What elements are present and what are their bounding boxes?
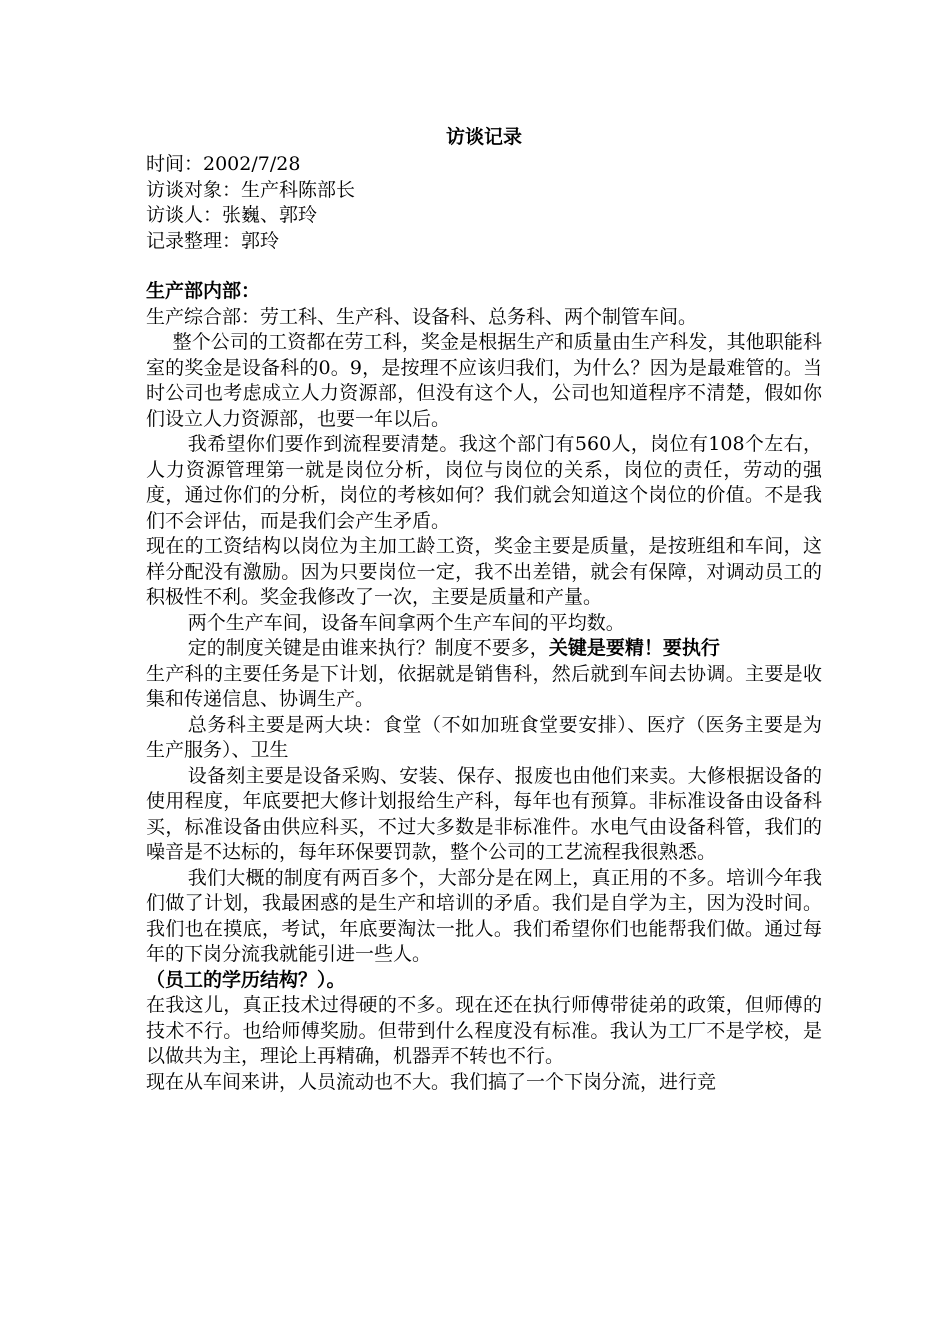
paragraph-training: 我们大概的制度有两百多个，大部分是在网上，真正用的不多。培训今年我们做了计划，我最困惑的是生产和培训的矛盾。我们是自学为主，因为没时间。我们也在摸底，考试，年底要淘汰一批人。我们希望你们也能帮我们做。通过每年的下岗分流我就能引进一些人。 — [146, 866, 822, 965]
paragraph-workshops: 两个生产车间，设备车间拿两个生产车间的平均数。 — [187, 611, 625, 634]
paragraph-rules-text: 定的制度关键是由谁来执行？制度不要多， — [187, 637, 549, 659]
document-page — [146, 122, 822, 1095]
paragraph-rules — [146, 636, 822, 662]
section-heading: 生产部内部： — [146, 280, 261, 302]
meta-interviewer: 访谈人：张巍、郭玲 — [146, 204, 318, 226]
paragraph-departments: 生产综合部：劳工科、生产科、设备科、总务科、两个制管车间。 — [146, 305, 698, 328]
paragraph-education-question: （员工的学历结构？）。 — [146, 968, 346, 991]
meta-interviewee: 访谈对象：生产科陈部长 — [146, 178, 356, 201]
document-title: 访谈记录 — [445, 126, 522, 148]
meta-time: 时间：2002/7/28 — [146, 153, 301, 175]
meta-recorder: 记录整理：郭玲 — [146, 229, 280, 252]
interview-meta — [146, 152, 822, 254]
paragraph-process: 我希望你们要作到流程要清楚。我这个部门有560人，岗位有108个左右，人力资源管理第一就是岗位分析，岗位与岗位的关系，岗位的责任，劳动的强度，通过你们的分析，岗位的考核如何？我们就会知道这个岗位的价值。不是我们不会评估，而是我们会产生矛盾。 — [146, 433, 822, 532]
paragraph-wages: 整个公司的工资都在劳工科，奖金是根据生产和质量由生产科发，其他职能科室的奖金是设备科的0。9，是按理不应该归我们，为什么？因为是最难管的。当时公司也考虑成立人力资源部，但没有这个人，公司也知道程序不清楚，假如你们设立人力资源部，也要一年以后。 — [146, 331, 822, 430]
paragraph-turnover: 现在从车间来讲，人员流动也不大。我们搞了一个下岗分流，进行竞 — [146, 1070, 717, 1093]
paragraph-production-dept: 生产科的主要任务是下计划，依据就是销售科，然后就到车间去协调。主要是收集和传递信息、协调生产。 — [146, 662, 822, 710]
paragraph-apprenticeship: 在我这儿，真正技术过得硬的不多。现在还在执行师傅带徒弟的政策，但师傅的技术不行。也给师傅奖励。但带到什么程度没有标准。我认为工厂不是学校，是以做共为主，理论上再精确，机器弄不转也不行。 — [146, 994, 822, 1067]
paragraph-rules-emphasis: 关键是要精！要执行 — [548, 637, 720, 659]
paragraph-wage-structure: 现在的工资结构以岗位为主加工龄工资，奖金主要是质量，是按班组和车间，这样分配没有激励。因为只要岗位一定，我不出差错，就会有保障，对调动员工的积极性不利。奖金我修改了一次，主要是质量和产量。 — [146, 535, 822, 608]
paragraph-equipment: 设备刻主要是设备采购、安装、保存、报废也由他们来卖。大修根据设备的使用程度，年底要把大修计划报给生产科，每年也有预算。非标准设备由设备科买，标准设备由供应科买，不过大多数是非标准件。水电气由设备科管，我们的噪音是不达标的，每年环保要罚款，整个公司的工艺流程我很熟悉。 — [146, 764, 822, 863]
paragraph-general-affairs: 总务科主要是两大块：食堂（不如加班食堂要安排）、医疗（医务主要是为生产服务）、卫生 — [146, 713, 822, 761]
blank-line — [146, 254, 822, 279]
